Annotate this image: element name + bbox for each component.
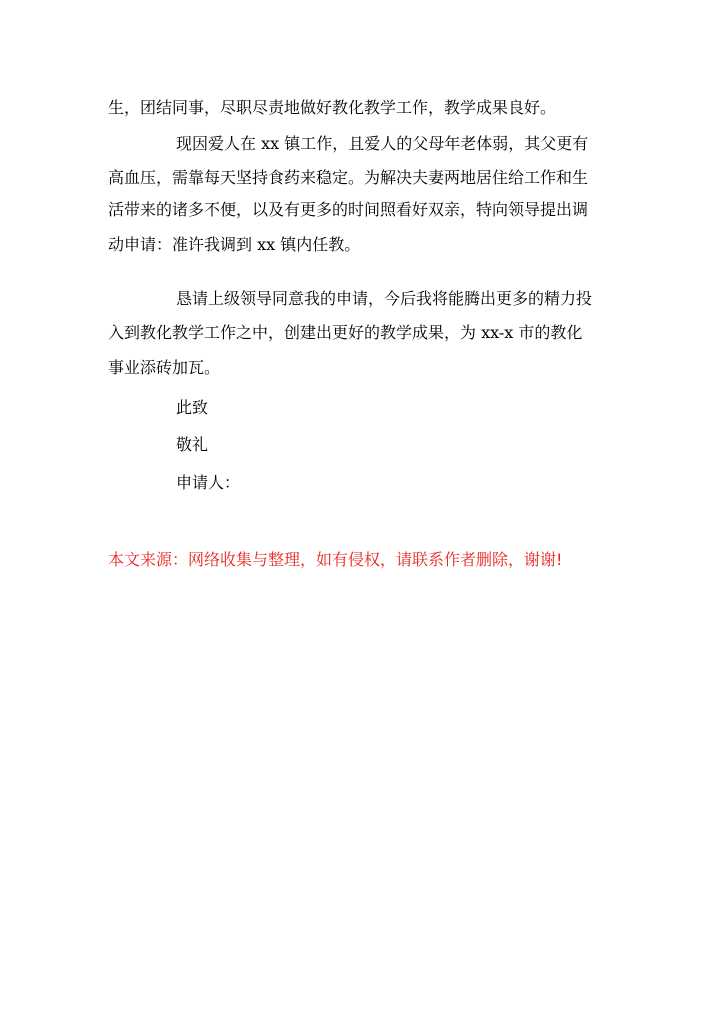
paragraph-3-line-1: 恳请上级领导同意我的申请，今后我将能腾出更多的精力投 (176, 289, 593, 308)
paragraph-3-line-2: 入到教化教学工作之中，创建出更好的教学成果，为 xx-x 市的教化 (108, 323, 583, 342)
paragraph-2-line-3: 活带来的诸多不便，以及有更多的时间照看好双亲，特向领导提出调 (108, 200, 589, 219)
source-note: 本文来源：网络收集与整理，如有侵权，请联系作者删除，谢谢! (108, 550, 563, 569)
closing-salutation-2: 敬礼 (176, 435, 209, 454)
paragraph-2-line-1: 现因爱人在 xx 镇工作，且爱人的父母年老体弱，其父更有 (176, 134, 589, 153)
paragraph-3-line-3: 事业添砖加瓦。 (108, 358, 221, 377)
closing-salutation-1: 此致 (176, 398, 209, 417)
paragraph-1-line-1: 生，团结同事，尽职尽责地做好教化教学工作，教学成果良好。 (108, 98, 557, 117)
paragraph-2-line-4: 动申请：准许我调到 xx 镇内任教。 (108, 235, 361, 254)
paragraph-2-line-2: 高血压，需靠每天坚持食药来稳定。为解决夫妻两地居住给工作和生 (108, 168, 589, 187)
applicant-label: 申请人： (176, 473, 241, 492)
